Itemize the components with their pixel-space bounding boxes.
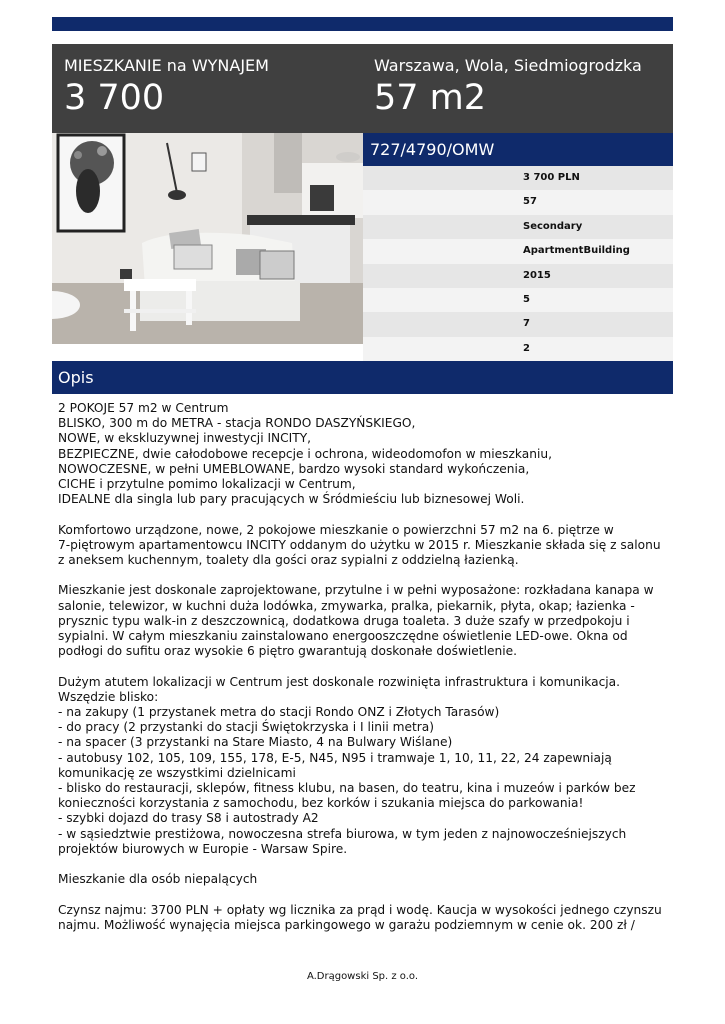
description-line: IDEALNE dla singla lub pary pracujących w Śródmieściu lub biznesowej Woli. [58,492,525,507]
description-line: - szybki dojazd do trasy S8 i autostrady A2 [58,811,319,826]
fact-item: 2 [363,337,673,361]
listing-reference: 727/4790/OMW [363,133,673,166]
description-line: - blisko do restauracji, sklepów, fitness klubu, na basen, do teatru, kina i muzeów i parków bez [58,781,636,796]
description-line: 7-piętrowym apartamentowcu INCITY oddanym do użytku w 2015 r. Mieszkanie składa się z salonu [58,537,661,552]
offer-type: MIESZKANIE na WYNAJEM [64,56,269,75]
description-line: Dużym atutem lokalizacji w Centrum jest doskonale rozwinięta infrastruktura i komunikacja. [58,674,621,689]
description-line: Mieszkanie jest doskonale zaprojektowane, przytulne i w pełni wyposażone: rozkładana kanapa w [58,583,654,598]
description-paragraph [58,903,670,933]
description-paragraph [58,523,670,569]
description-line: BEZPIECZNE, dwie całodobowe recepcje i ochrona, wideodomofon w mieszkaniu, [58,446,552,461]
description-paragraph [58,872,670,887]
description-body [58,401,670,948]
fact-item: 7 [363,312,673,336]
description-line: NOWOCZESNE, w pełni UMEBLOWANE, bardzo wysoki standard wykończenia, [58,461,530,476]
description-line: podłogi do sufitu oraz wysokie 6 piętro gwarantują doskonałe doświetlenie. [58,644,517,659]
description-line: najmu. Możliwość wynajęcia miejsca parkingowego w garażu podziemnym w cenie ok. 200 zł / [58,917,635,932]
listing-facts [363,166,673,361]
description-line: z aneksem kuchennym, toalety dla gości oraz sypialni z oddzielną łazienką. [58,553,519,568]
description-heading: Opis [52,361,673,394]
description-line: Komfortowo urządzone, nowe, 2 pokojowe mieszkanie o powierzchni 57 m2 na 6. piętrze w [58,522,614,537]
description-line: Mieszkanie dla osób niepalących [58,872,258,887]
area-value: 57 m2 [374,78,487,118]
description-line: sypialni. W całym mieszkaniu zainstalowano energooszczędne oświetlenie LED-owe. Okna od [58,629,628,644]
description-line: projektów biurowych w Europie - Warsaw Spire. [58,841,348,856]
apartment-photo [52,133,363,344]
fact-market: Secondary [363,215,673,239]
description-line: Wszędzie blisko: [58,689,159,704]
description-line: salonie, telewizor, w kuchni duża lodówka, zmywarka, pralka, piekarnik, płyta, okap; łazienka - [58,598,635,613]
header-right [374,56,642,118]
fact-building-type: ApartmentBuilding [363,239,673,263]
description-line: konieczności korzystania z samochodu, bez korków i szukania miejsca do parkowania! [58,796,584,811]
description-paragraph [58,583,670,659]
description-line: prysznic typu walk-in z deszczownicą, dodatkowa druga toaleta. 3 duże szafy w przedpokoju i [58,613,630,628]
top-accent-bar [52,17,673,31]
fact-price: 3 700 PLN [363,166,673,190]
fact-area: 57 [363,190,673,214]
description-line: - na zakupy (1 przystanek metra do stacji Rondo ONZ i Złotych Tarasów) [58,705,500,720]
description-line: - autobusy 102, 105, 109, 155, 178, E-5, N45, N95 i tramwaje 1, 10, 11, 22, 24 zapewniają [58,750,612,765]
location: Warszawa, Wola, Siedmiogrodzka [374,56,642,75]
fact-item: 5 [363,288,673,312]
listing-header [52,44,673,133]
header-left [64,56,269,118]
description-line: - do pracy (2 przystanki do stacji Świętokrzyska i I linii metra) [58,720,435,735]
description-paragraph [58,401,670,507]
price-value: 3 700 [64,78,165,118]
description-line: - na spacer (3 przystanki na Stare Miasto, 4 na Bulwary Wiślane) [58,735,453,750]
footer-company: A.Drągowski Sp. z o.o. [306,971,419,982]
description-line: NOWE, w ekskluzywnej inwestycji INCITY, [58,431,312,446]
description-line: Czynsz najmu: 3700 PLN + opłaty wg licznika za prąd i wodę. Kaucja w wysokości jednego czynszu [58,902,662,917]
description-line: BLISKO, 300 m do METRA - stacja RONDO DASZYŃSKIEGO, [58,416,416,431]
description-line: CICHE i przytulne pomimo lokalizacji w Centrum, [58,477,356,492]
description-line: - w sąsiedztwie prestiżowa, nowoczesna strefa biurowa, w tym jeden z najnowocześniejszych [58,826,627,841]
description-line: komunikację ze wszystkimi dzielnicami [58,765,296,780]
description-line: 2 POKOJE 57 m2 w Centrum [58,401,229,415]
fact-year-built: 2015 [363,264,673,288]
description-paragraph [58,675,670,857]
